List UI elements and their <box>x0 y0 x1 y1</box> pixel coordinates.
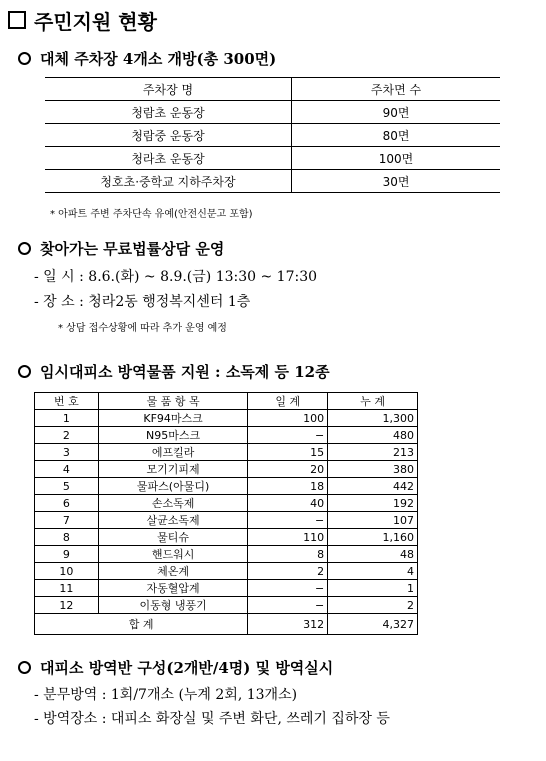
table-cell: 8 <box>35 529 99 546</box>
total-cumulative: 4,327 <box>328 614 418 635</box>
table-cell: N95마스크 <box>98 427 248 444</box>
table-cell: 청라초 운동장 <box>45 147 292 170</box>
table-cell: 2 <box>328 597 418 614</box>
table-row <box>35 529 418 546</box>
total-daily: 312 <box>248 614 328 635</box>
table-row <box>35 461 418 478</box>
section-heading-parking <box>18 48 276 69</box>
table-cell: 480 <box>328 427 418 444</box>
page-title: 주민지원 현황 <box>34 9 157 34</box>
table-cell: 1,300 <box>328 410 418 427</box>
table-cell: 10 <box>35 563 99 580</box>
parking-table <box>45 77 500 193</box>
table-cell: 110 <box>248 529 328 546</box>
table-header-cell: 주차면 수 <box>292 78 501 101</box>
table-row <box>35 597 418 614</box>
table-header-cell: 물 품 항 목 <box>98 393 248 410</box>
table-cell: 핸드워시 <box>98 546 248 563</box>
table-row <box>35 410 418 427</box>
table-header-cell: 번 호 <box>35 393 99 410</box>
table-cell: 1 <box>328 580 418 597</box>
table-cell: 물티슈 <box>98 529 248 546</box>
table-cell: 2 <box>35 427 99 444</box>
table-cell: 5 <box>35 478 99 495</box>
table-cell: 6 <box>35 495 99 512</box>
table-row <box>35 478 418 495</box>
table-cell: 손소독제 <box>98 495 248 512</box>
table-cell: 물파스(아물디) <box>98 478 248 495</box>
table-header-cell: 주차장 명 <box>45 78 292 101</box>
table-cell: 12 <box>35 597 99 614</box>
section-heading-text: 찾아가는 무료법률상담 운영 <box>40 240 225 258</box>
table-row <box>45 170 500 193</box>
table-cell: 90면 <box>292 101 501 124</box>
table-cell: 9 <box>35 546 99 563</box>
table-cell: 30면 <box>292 170 501 193</box>
table-cell: 1 <box>35 410 99 427</box>
table-cell: 4 <box>328 563 418 580</box>
table-cell: 48 <box>328 546 418 563</box>
table-row <box>45 147 500 170</box>
table-cell: 청호초·중학교 지하주차장 <box>45 170 292 193</box>
table-cell: 15 <box>248 444 328 461</box>
table-total-row <box>35 614 418 635</box>
page-title-row <box>8 6 157 34</box>
table-cell: 자동혈압계 <box>98 580 248 597</box>
table-cell: 4 <box>35 461 99 478</box>
table-header-cell: 일 계 <box>248 393 328 410</box>
table-header-cell: 누 계 <box>328 393 418 410</box>
table-cell: 11 <box>35 580 99 597</box>
circle-bullet-icon <box>18 661 31 674</box>
table-header-row <box>45 78 500 101</box>
table-cell: 체온계 <box>98 563 248 580</box>
table-cell: 80면 <box>292 124 501 147</box>
table-cell: 18 <box>248 478 328 495</box>
section-heading-text: 임시대피소 방역물품 지원 : 소독제 등 12종 <box>40 363 330 381</box>
checkbox-square-icon <box>8 11 26 29</box>
table-cell: 213 <box>328 444 418 461</box>
table-cell: 3 <box>35 444 99 461</box>
table-row <box>35 427 418 444</box>
table-cell: 8 <box>248 546 328 563</box>
table-row <box>35 546 418 563</box>
legal-schedule-line: - 일 시 : 8.6.(화) ~ 8.9.(금) 13:30 ~ 17:30 <box>34 269 318 285</box>
table-cell: − <box>248 597 328 614</box>
table-row <box>35 512 418 529</box>
table-row <box>35 563 418 580</box>
disinfection-count-line: - 분무방역 : 1회/7개소 (누계 2회, 13개소) <box>34 687 298 703</box>
table-row <box>35 444 418 461</box>
disinfection-place-line: - 방역장소 : 대피소 화장실 및 주변 화단, 쓰레기 집하장 등 <box>34 711 390 727</box>
table-row <box>45 124 500 147</box>
table-cell: 살균소독제 <box>98 512 248 529</box>
circle-bullet-icon <box>18 52 31 65</box>
table-cell: 에프킬라 <box>98 444 248 461</box>
parking-note: * 아파트 주변 주차단속 유예(안전신문고 포함) <box>50 209 253 220</box>
table-cell: 192 <box>328 495 418 512</box>
circle-bullet-icon <box>18 242 31 255</box>
section-heading-text: 대체 주차장 4개소 개방(총 300면) <box>40 50 277 68</box>
circle-bullet-icon <box>18 365 31 378</box>
table-cell: 청람중 운동장 <box>45 124 292 147</box>
supplies-table <box>34 392 418 635</box>
table-row <box>45 101 500 124</box>
legal-note: * 상담 접수상황에 따라 추가 운영 예정 <box>58 323 227 334</box>
table-cell: − <box>248 580 328 597</box>
table-cell: 442 <box>328 478 418 495</box>
table-row <box>35 580 418 597</box>
table-header-row <box>35 393 418 410</box>
table-cell: 40 <box>248 495 328 512</box>
total-label: 합 계 <box>35 614 248 635</box>
table-row <box>35 495 418 512</box>
table-cell: 모기기피제 <box>98 461 248 478</box>
section-heading-text: 대피소 방역반 구성(2개반/4명) 및 방역실시 <box>40 659 334 677</box>
table-cell: 100 <box>248 410 328 427</box>
section-heading-legal <box>18 238 224 259</box>
table-cell: 이동형 냉풍기 <box>98 597 248 614</box>
legal-location-line: - 장 소 : 청라2동 행정복지센터 1층 <box>34 294 251 310</box>
table-cell: 1,160 <box>328 529 418 546</box>
table-cell: − <box>248 427 328 444</box>
section-heading-disinfection <box>18 657 333 678</box>
table-cell: 청람초 운동장 <box>45 101 292 124</box>
table-cell: − <box>248 512 328 529</box>
table-cell: 107 <box>328 512 418 529</box>
table-cell: 380 <box>328 461 418 478</box>
table-cell: 20 <box>248 461 328 478</box>
table-cell: KF94마스크 <box>98 410 248 427</box>
section-heading-supplies <box>18 361 330 382</box>
table-cell: 2 <box>248 563 328 580</box>
table-cell: 100면 <box>292 147 501 170</box>
table-cell: 7 <box>35 512 99 529</box>
